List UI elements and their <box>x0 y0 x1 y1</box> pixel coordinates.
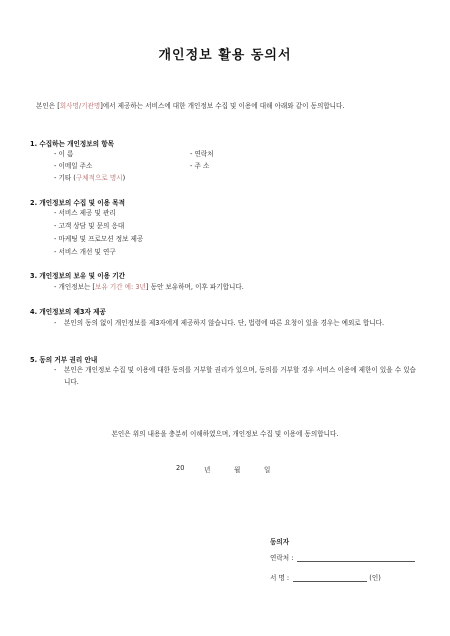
date-year-label: 년 <box>204 466 211 474</box>
item-contact: - 연락처 <box>190 150 214 158</box>
item-name: - 이 름 <box>54 150 74 158</box>
refusal-paragraph <box>54 364 422 388</box>
intro-prefix: 본인은 [ <box>36 102 60 110</box>
signature-label: 서 명 : <box>270 574 290 582</box>
intro-suffix: ]에서 제공하는 서비스에 대한 개인정보 수집 및 이용에 대해 아래와 같이 동의합니다. <box>100 102 345 110</box>
contact-label: 연락처 : <box>270 554 294 562</box>
item-address: - 주 소 <box>190 162 210 170</box>
section-3-heading: 3. 개인정보의 보유 및 이용 기간 <box>30 272 126 280</box>
contact-field-line[interactable] <box>297 553 415 562</box>
etc-prefix: - 기타 ( <box>54 174 76 182</box>
dash-marker: - <box>54 319 57 327</box>
etc-placeholder: 구체적으로 명시 <box>75 174 123 182</box>
consent-statement: 본인은 위의 내용을 충분히 이해하였으며, 개인정보 수집 및 이용에 동의합니다. <box>111 430 339 438</box>
section-5-heading: 5. 동의 거부 권리 안내 <box>30 356 98 364</box>
date-year-prefix: 20 <box>176 464 185 472</box>
purpose-item: - 마케팅 및 프로모션 정보 제공 <box>54 235 144 243</box>
refusal-text: 본인은 개인정보 수집 및 이용에 대한 동의를 거부할 권리가 있으며, 동의를 거부할 경우 서비스 이용에 제한이 있을 수 있습니다. <box>64 366 416 386</box>
purpose-item: - 고객 상담 및 문의 응대 <box>54 222 125 230</box>
section-1-heading: 1. 수집하는 개인정보의 항목 <box>30 140 115 148</box>
third-party-paragraph <box>54 317 422 329</box>
item-email: - 이메일 주소 <box>54 162 93 170</box>
company-placeholder: 회사명/기관명 <box>59 102 101 110</box>
purpose-item: - 서비스 개선 및 연구 <box>54 248 116 256</box>
dash-marker: - <box>54 366 57 374</box>
signer-name-row <box>270 572 381 582</box>
section-4-heading: 4. 개인정보의 제3자 제공 <box>30 308 106 316</box>
signer-contact-row <box>270 552 415 562</box>
purpose-item: - 서비스 제공 및 관리 <box>54 209 116 217</box>
signature-field-line[interactable] <box>293 573 367 582</box>
retention-placeholder: 보유 기간 예: 3년 <box>95 283 146 291</box>
item-etc <box>54 172 125 184</box>
third-party-text: 본인의 동의 없이 개인정보를 제3자에게 제공하지 않습니다. 단, 법령에 따른 요청이 있을 경우는 예외로 합니다. <box>64 319 385 327</box>
date-day-label: 일 <box>264 466 271 474</box>
retention-line <box>54 281 244 293</box>
date-month-label: 월 <box>234 466 241 474</box>
intro-paragraph <box>30 100 420 112</box>
signer-heading: 동의자 <box>270 538 290 546</box>
section-2-heading: 2. 개인정보의 수집 및 이용 목적 <box>30 199 126 207</box>
retention-suffix: ] 동안 보유하며, 이후 파기합니다. <box>145 283 244 291</box>
page-title: 개인정보 활용 동의서 <box>158 48 292 63</box>
retention-prefix: - 개인정보는 [ <box>54 283 95 291</box>
seal-mark: (인) <box>369 574 381 582</box>
etc-suffix: ) <box>122 174 126 182</box>
